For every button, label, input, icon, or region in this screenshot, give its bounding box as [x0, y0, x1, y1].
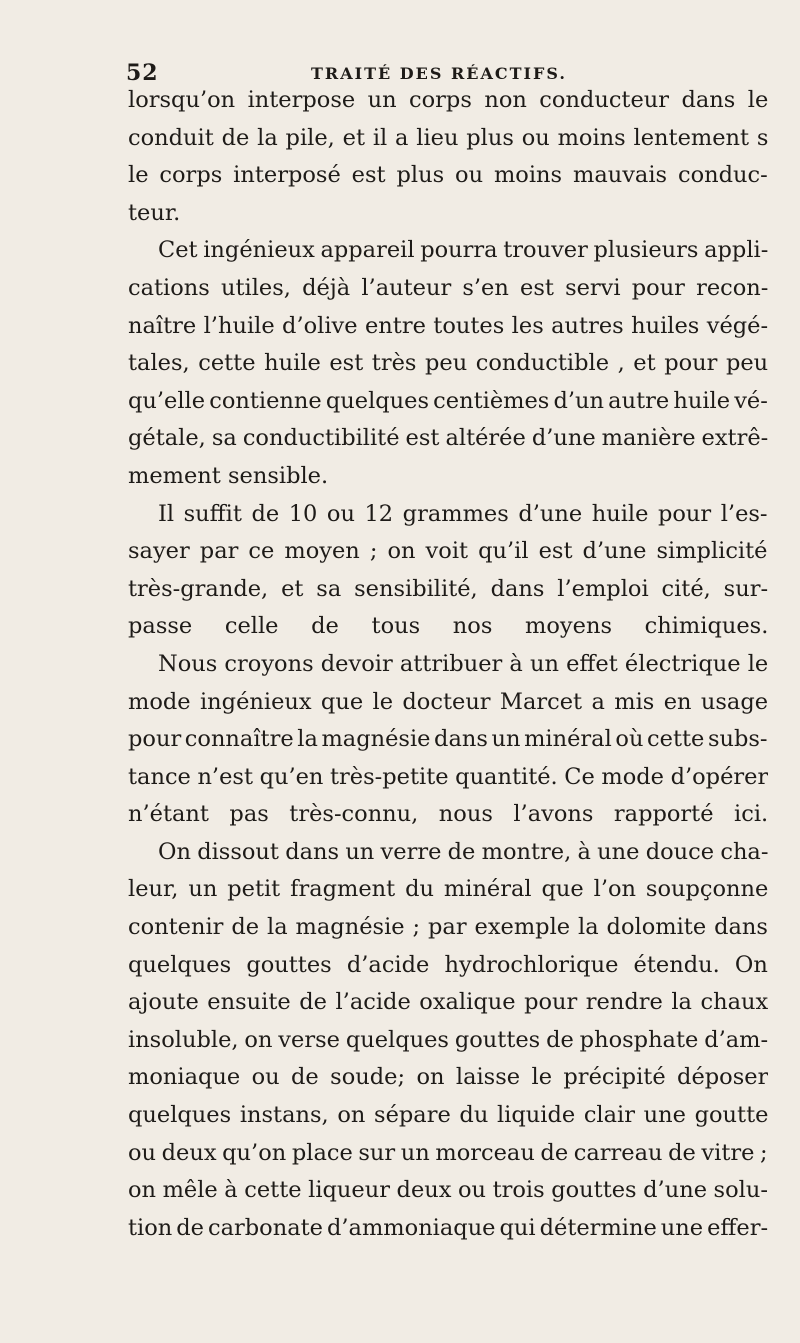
text-line: cations utiles, déjà l’auteur s’en est servi pour recon-: [128, 274, 768, 301]
text-line: On dissout dans un verre de montre, à une douce cha-: [158, 838, 768, 865]
text-line: mement sensible.: [128, 462, 329, 489]
text-line: naître l’huile d’olive entre toutes les autres huiles végé-: [128, 312, 768, 339]
text-line: ou deux qu’on place sur un morceau de carreau de vitre ;: [128, 1139, 768, 1166]
text-line: n’étant pas très-connu, nous l’avons rapporté ici.: [128, 801, 768, 828]
text-line: conduit de la pile, et il a lieu plus ou moins lentement s: [128, 124, 768, 151]
text-line: Il suffit de 10 ou 12 grammes d’une huile pour l’es-: [158, 500, 768, 527]
text-line: ajoute ensuite de l’acide oxalique pour rendre la chaux: [128, 989, 768, 1016]
text-line: insoluble, on verse quelques gouttes de phosphate d’am-: [128, 1026, 768, 1053]
text-line: pour connaître la magnésie dans un minéral où cette subs-: [128, 726, 768, 753]
text-line: quelques gouttes d’acide hydrochlorique étendu. On: [128, 951, 768, 978]
text-line: on mêle à cette liqueur deux ou trois gouttes d’une solu-: [128, 1177, 768, 1204]
page-number: 52: [126, 60, 159, 86]
text-line: Cet ingénieux appareil pourra trouver plusieurs appli-: [158, 237, 768, 264]
text-line: mode ingénieux que le docteur Marcet a mis en usage: [128, 688, 768, 715]
text-line: sayer par ce moyen ; on voit qu’il est d’une simplicité: [128, 538, 768, 565]
text-line: tion de carbonate d’ammoniaque qui détermine une effer-: [128, 1214, 768, 1241]
text-line: quelques instans, on sépare du liquide clair une goutte: [128, 1102, 768, 1129]
text-line: Nous croyons devoir attribuer à un effet électrique le: [158, 650, 768, 677]
text-line: qu’elle contienne quelques centièmes d’un autre huile vé-: [128, 387, 768, 414]
text-line: tales, cette huile est très peu conductible , et pour peu: [128, 350, 768, 377]
text-line: moniaque ou de soude; on laisse le précipité déposer: [128, 1064, 768, 1091]
text-line: lorsqu’on interpose un corps non conducteur dans le: [128, 87, 768, 113]
text-line: passe celle de tous nos moyens chimiques.: [128, 613, 768, 640]
text-line: leur, un petit fragment du minéral que l’on soupçonne: [128, 876, 768, 903]
text-line: tance n’est qu’en très-petite quantité. Ce mode d’opérer: [128, 763, 768, 790]
text-line: gétale, sa conductibilité est altérée d’une manière extrê-: [128, 425, 768, 452]
text-line: contenir de la magnésie ; par exemple la dolomite dans: [128, 914, 768, 941]
text-line: teur.: [128, 199, 181, 226]
body-text: [128, 82, 768, 1247]
running-title: TRAITÉ DES RÉACTIFS.: [311, 64, 567, 83]
text-line: le corps interposé est plus ou moins mauvais conduc-: [128, 162, 768, 189]
text-line: très-grande, et sa sensibilité, dans l’emploi cité, sur-: [128, 575, 768, 602]
